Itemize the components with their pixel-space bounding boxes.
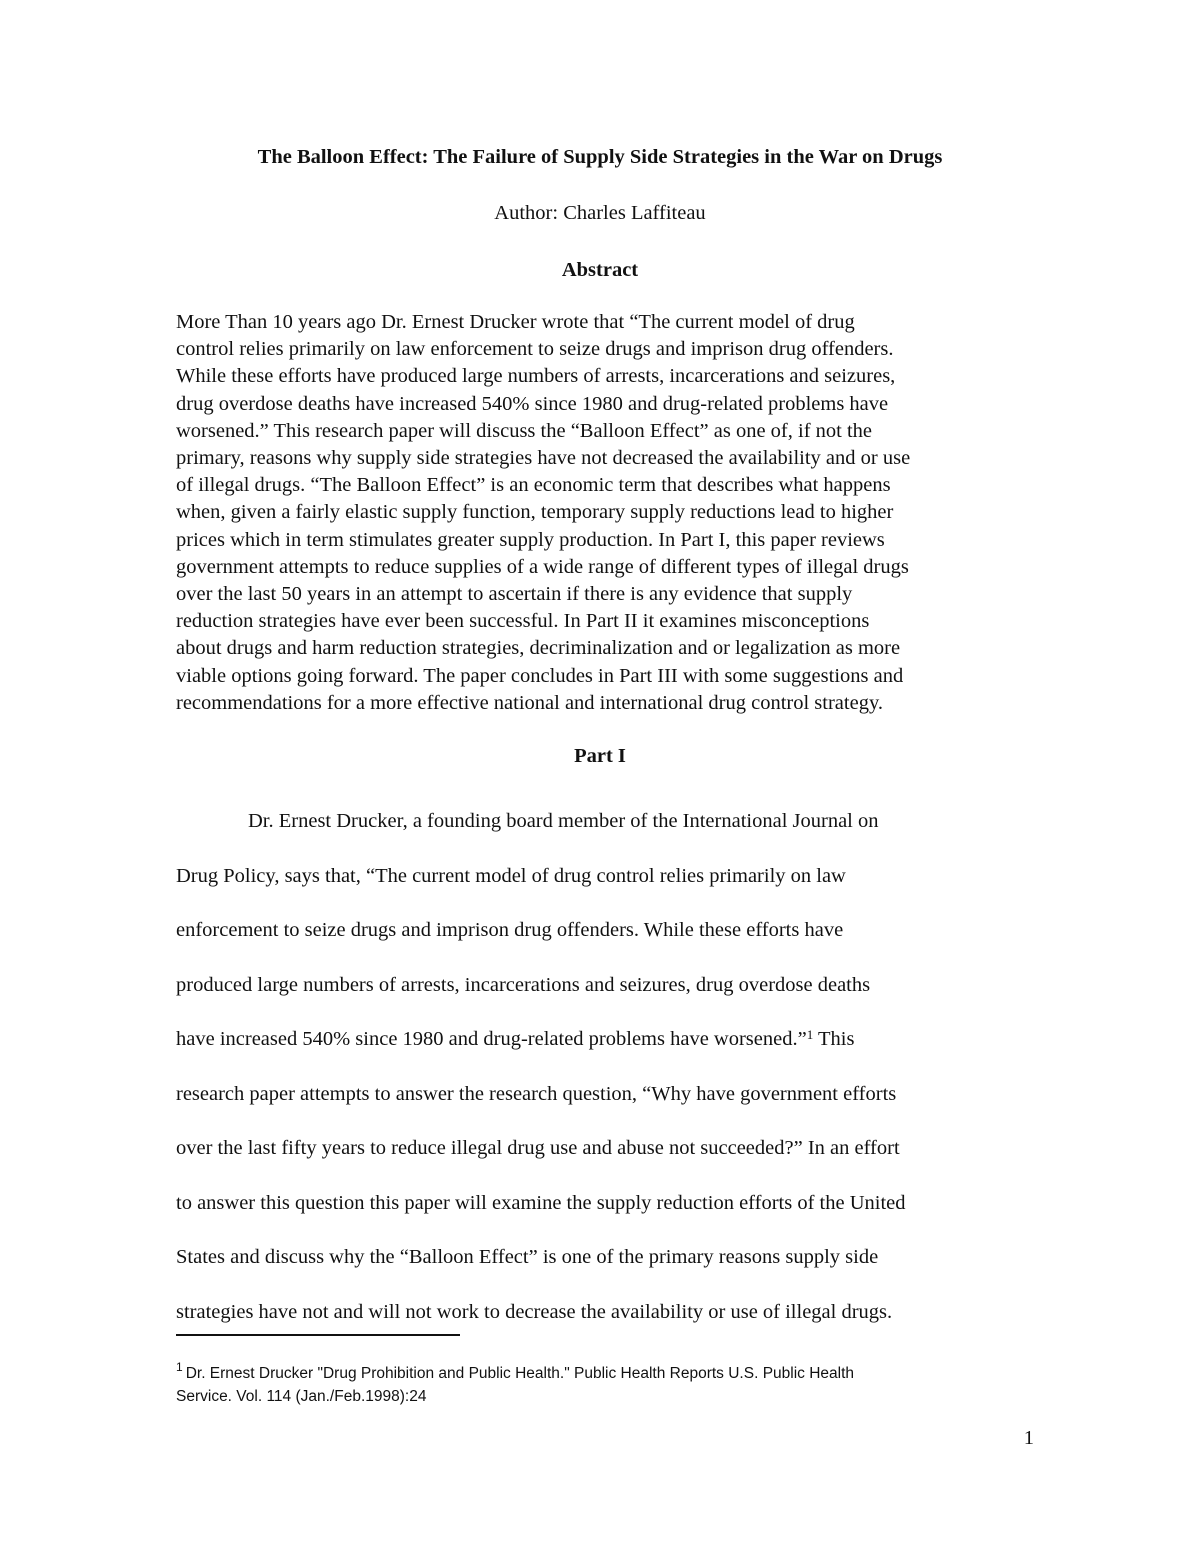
body-line: produced large numbers of arrests, incarcerations and seizures, drug overdose deaths xyxy=(176,973,871,996)
body-line-text: have increased 540% since 1980 and drug-related problems have worsened.” xyxy=(176,1028,807,1050)
abstract-line: viable options going forward. The paper concludes in Part III with some suggestions and xyxy=(176,664,904,687)
body-line: to answer this question this paper will examine the supply reduction efforts of the United xyxy=(176,1191,906,1214)
body-line: enforcement to seize drugs and imprison drug offenders. While these efforts have xyxy=(176,919,844,941)
footnote-reference[interactable]: 1 xyxy=(806,1027,814,1042)
body-line: research paper attempts to answer the research question, “Why have government efforts xyxy=(176,1082,897,1105)
body-line: States and discuss why the “Balloon Effect” is one of the primary reasons supply side xyxy=(176,1246,879,1268)
footnote-text: Dr. Ernest Drucker "Drug Prohibition and Public Health." Public Health Reports U.S. Public Health xyxy=(185,1365,855,1382)
abstract-line: reduction strategies have ever been successful. In Part II it examines misconceptions xyxy=(176,610,870,633)
abstract-line: worsened.” This research paper will discuss the “Balloon Effect” as one of, if not the xyxy=(176,419,873,442)
body-line-tail: This xyxy=(813,1028,855,1050)
abstract-line: government attempts to reduce supplies of a wide range of different types of illegal drugs xyxy=(176,555,909,578)
page-number: 1 xyxy=(1023,1427,1034,1449)
abstract-line: over the last 50 years in an attempt to ascertain if there is any evidence that supply xyxy=(176,583,853,606)
abstract-line: primary, reasons why supply side strategies have not decreased the availability and or use xyxy=(176,447,911,470)
part-one-body xyxy=(176,794,1026,1339)
abstract-line: control relies primarily on law enforcement to seize drugs and imprison drug offenders. xyxy=(176,338,894,361)
abstract-line: While these efforts have produced large numbers of arrests, incarcerations and seizures, xyxy=(176,365,896,388)
author-line: Author: Charles Laffiteau xyxy=(494,202,706,224)
abstract-heading: Abstract xyxy=(561,259,639,281)
abstract-line: recommendations for a more effective national and international drug control strategy. xyxy=(176,691,883,714)
body-line: Drug Policy, says that, “The current model of drug control relies primarily on law xyxy=(176,864,846,887)
footnote-marker: 1 xyxy=(176,1360,183,1374)
document-title: The Balloon Effect: The Failure of Supply Side Strategies in the War on Drugs xyxy=(257,146,943,168)
body-line: strategies have not and will not work to decrease the availability or use of illegal drugs. xyxy=(176,1300,893,1323)
footnote-separator xyxy=(176,1334,460,1336)
abstract-body xyxy=(176,309,1026,717)
abstract-line: prices which in term stimulates greater supply production. In Part I, this paper reviews xyxy=(176,528,885,551)
footnote xyxy=(176,1362,1056,1408)
abstract-line: More Than 10 years ago Dr. Ernest Drucker wrote that “The current model of drug xyxy=(176,311,855,333)
footnote-line xyxy=(176,1362,1056,1385)
abstract-line: drug overdose deaths have increased 540% since 1980 and drug-related problems have xyxy=(176,392,889,415)
abstract-line: when, given a fairly elastic supply function, temporary supply reductions lead to higher xyxy=(176,501,894,524)
abstract-line: about drugs and harm reduction strategies, decriminalization and or legalization as more xyxy=(176,637,901,660)
abstract-line: of illegal drugs. “The Balloon Effect” is an economic term that describes what happens xyxy=(176,474,891,497)
body-line: Dr. Ernest Drucker, a founding board member of the International Journal on xyxy=(248,810,879,832)
body-line: over the last fifty years to reduce illegal drug use and abuse not succeeded?” In an effort xyxy=(176,1137,900,1159)
footnote-line: Service. Vol. 114 (Jan./Feb.1998):24 xyxy=(176,1388,427,1405)
body-line-with-footnote xyxy=(176,1012,1026,1067)
part-one-heading: Part I xyxy=(574,745,626,767)
